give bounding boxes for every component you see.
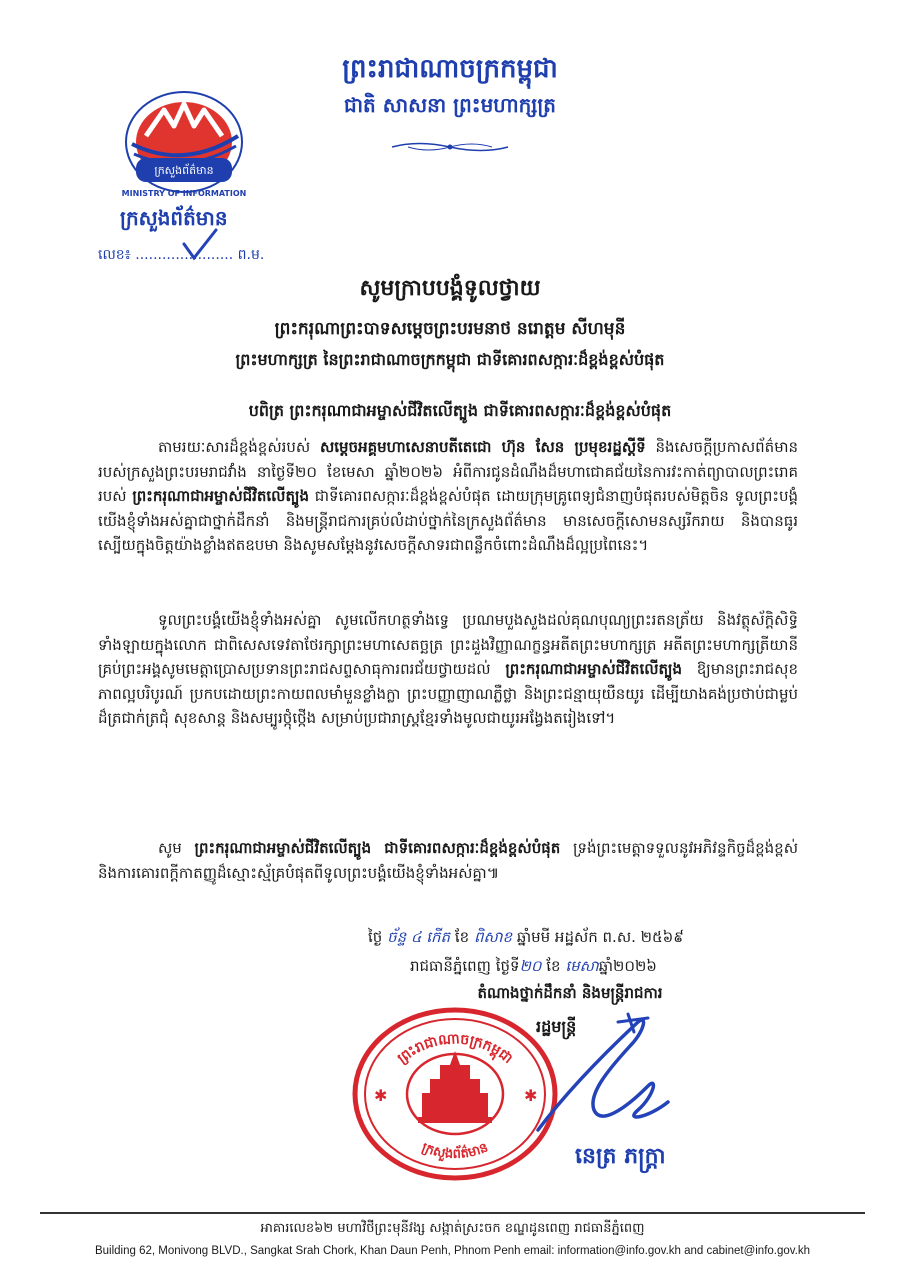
signatory-group: តំណាងថ្នាក់ដឹកនាំ និងមន្ត្រីរាជការ (477, 984, 663, 1002)
lunar-day-handwritten: ច័ន្ទ ៤ កើត (387, 928, 451, 946)
logo-text-km: ក្រសួងព័ត៌មាន (154, 164, 214, 177)
svg-text:✱: ✱ (524, 1086, 538, 1105)
ornament-divider (388, 138, 512, 156)
footer-address-km: អាគារលេខ៦២ មហាវិថីព្រះមុនីវង្ស សង្កាត់ស្រះចក ខណ្ឌដូនពេញ រាជធានីភ្នំពេញ (260, 1221, 645, 1236)
ref-suffix: ព.ម. (237, 247, 265, 263)
king-title: ព្រះករុណាជាអម្ចាស់ជីវិតលើត្បូង (132, 487, 309, 505)
footer-divider (40, 1212, 865, 1214)
signatory-title: រដ្ឋមន្ត្រី (536, 1017, 577, 1036)
solar-date: រាជធានីភ្នំពេញ ថ្ងៃទី២០ ខែ មេសាឆ្នាំ២០២៦ (410, 957, 657, 975)
logo-text-en: MINISTRY OF INFORMATION (121, 189, 247, 198)
ministry-logo (112, 80, 252, 200)
letter-title: សូមក្រាបបង្គំទូលថ្វាយ (359, 276, 541, 301)
recipient-line-2: ព្រះមហាក្សត្រ នៃព្រះរាជាណាចក្រកម្ពុជា ជាទីគោរពសក្ការៈដ៏ខ្ពង់ខ្ពស់បំផុត (235, 350, 665, 369)
king-title: ព្រះករុណាជាអម្ចាស់ជីវិតលើត្បូង ជាទីគោរពសក្ការៈដ៏ខ្ពង់ខ្ពស់បំផុត (194, 839, 561, 857)
pm-name: សម្តេចអគ្គមហាសេនាបតីតេជោ ហ៊ុន សែន ប្រមុខរដ្ឋស្តីទី (319, 438, 646, 456)
svg-text:✱: ✱ (374, 1086, 388, 1105)
national-motto: ជាតិ សាសនា ព្រះមហាក្សត្រ (344, 93, 556, 117)
ref-prefix: លេខ៖ ........... (98, 247, 185, 263)
body-paragraph-2: ទូលព្រះបង្គំយើងខ្ញុំទាំងអស់គ្នា សូមលើកហត្ថទាំងទ្វេ ប្រណមបួងសួងដល់គុណបុណ្យព្រះរតនត្រ័យ និងវត្ថុស័ក្តិសិទ្ធិទាំងឡាយក្នុងលោក ជាពិសេសទេវតាថែរក្សាព្រះមហាសេតច្ឆត្រ ព្រះដួងវិញ្ញាណក្ខន្ធអតីតព្រះមហាក្សត្រ អតីតព្រះមហាក្សត្រីយានីគ្រប់ព្រះអង្គសូមមេត្តាប្រោសប្រទានព្រះរាជសព្ទសាធុការពរជ័យថ្វាយដល់ ព្រះករុណាជាអម្ចាស់ជីវិតលើត្បូង ឱ្យមានព្រះរាជសុខភាពល្អបរិបូរណ៍ ប្រកបដោយព្រះកាយពលមាំមួនខ្លាំងក្លា ព្រះបញ្ញាញាណភ្លឺថ្លា និងព្រះជន្មាយុយឺនយូរ ដើម្បីយាងគង់ប្រថាប់ជាម្លប់ដ៏ត្រជាក់ត្រជុំ សុខសាន្ត និងសម្បូរថ្កុំថ្កើង សម្រាប់ប្រជារាស្ត្រខ្មែរទាំងមូលជាយូរអង្វែងតរៀងទៅ។ (98, 611, 798, 727)
body-paragraph-3: សូម ព្រះករុណាជាអម្ចាស់ជីវិតលើត្បូង ជាទីគោរពសក្ការៈដ៏ខ្ពង់ខ្ពស់បំផុត ទ្រង់ព្រះមេត្តាទទួលនូវអភិវន្ទកិច្ចដ៏ខ្ពង់ខ្ពស់ និងការគោរពក្តីកាតញ្ញូដ៏ស្មោះស្ម័គ្របំផុតពីទូលព្រះបង្គំយើងខ្ញុំទាំងអស់គ្នា៕ (98, 839, 798, 882)
seal-top-text: ព្រះរាជាណាចក្រកម្ពុជា (394, 1031, 516, 1068)
lunar-month-handwritten: ពិសាខ (473, 928, 513, 946)
subject-line: បពិត្រ ព្រះករុណាជាអម្ចាស់ជីវិតលើត្បូង ជាទីគោរពសក្ការៈដ៏ខ្ពង់ខ្ពស់បំផុត (248, 401, 672, 420)
king-title: ព្រះករុណាជាអម្ចាស់ជីវិតលើត្បូង (505, 660, 683, 678)
solar-day-handwritten: ២០ (519, 957, 542, 975)
signatory-name: នេត្រ ភក្ត្រា (575, 1144, 666, 1169)
ref-dots: ........... (184, 247, 234, 263)
body-paragraph-1: តាមរយៈសារដ៏ខ្ពង់ខ្ពស់របស់ សម្តេចអគ្គមហាសេនាបតីតេជោ ហ៊ុន សែន ប្រមុខរដ្ឋស្តីទី និងសេចក្តីប្រកាសព័ត៌មានរបស់ក្រសួងព្រះបរមរាជវាំង នាថ្ងៃទី២០ ខែមេសា ឆ្នាំ២០២៦ អំពីការជូនដំណឹងដ៏មហាជោគជ័យនៃការវះកាត់ព្យាបាលព្រះរោគរបស់ ព្រះករុណាជាអម្ចាស់ជីវិតលើត្បូង ជាទីគោរពសក្ការៈដ៏ខ្ពង់ខ្ពស់បំផុត ដោយក្រុមគ្រូពេទ្យជំនាញបំផុតរបស់មិត្តចិន ទូលព្រះបង្គំយើងខ្ញុំទាំងអស់គ្នាជាថ្នាក់ដឹកនាំ និងមន្ត្រីរាជការគ្រប់លំដាប់ថ្នាក់នៃក្រសួងព័ត៌មាន មានសេចក្តីសោមនស្សរីករាយ និងបានធូរស្បើយក្នុងចិត្តយ៉ាងខ្លាំងឥតឧបមា និងសូមសម្តែងនូវសេចក្តីសាទរជាពន្លឹកចំពោះដំណឹងដ៏ល្អប្រពៃនេះ។ (98, 438, 798, 554)
solar-month-handwritten: មេសា (565, 957, 599, 975)
lunar-date: ថ្ងៃ ច័ន្ទ ៤ កើត ខែ ពិសាខ ឆ្នាំមមី អដ្ឋស័ក ព.ស. ២៥៦៩ (368, 928, 684, 946)
seal-bottom-text: ក្រសួងព័ត៌មាន (419, 1140, 491, 1163)
checkmark-icon (180, 226, 220, 262)
ministry-name: ក្រសួងព័ត៌មាន (120, 206, 228, 230)
footer-address-en: Building 62, Monivong BLVD., Sangkat Srah Chork, Khan Daun Penh, Phnom Penh email: information@info.gov.kh and cabinet@info.gov.kh (94, 1245, 811, 1257)
svg-text:ក្រសួងព័ត៌មាន (420, 1140, 491, 1162)
recipient-line-1: ព្រះករុណាព្រះបាទសម្តេចព្រះបរមនាថ នរោត្តម សីហមុនី (274, 319, 626, 339)
handwritten-signature (498, 1010, 698, 1160)
kingdom-title: ព្រះរាជាណាចក្រកម្ពុជា (342, 54, 558, 84)
